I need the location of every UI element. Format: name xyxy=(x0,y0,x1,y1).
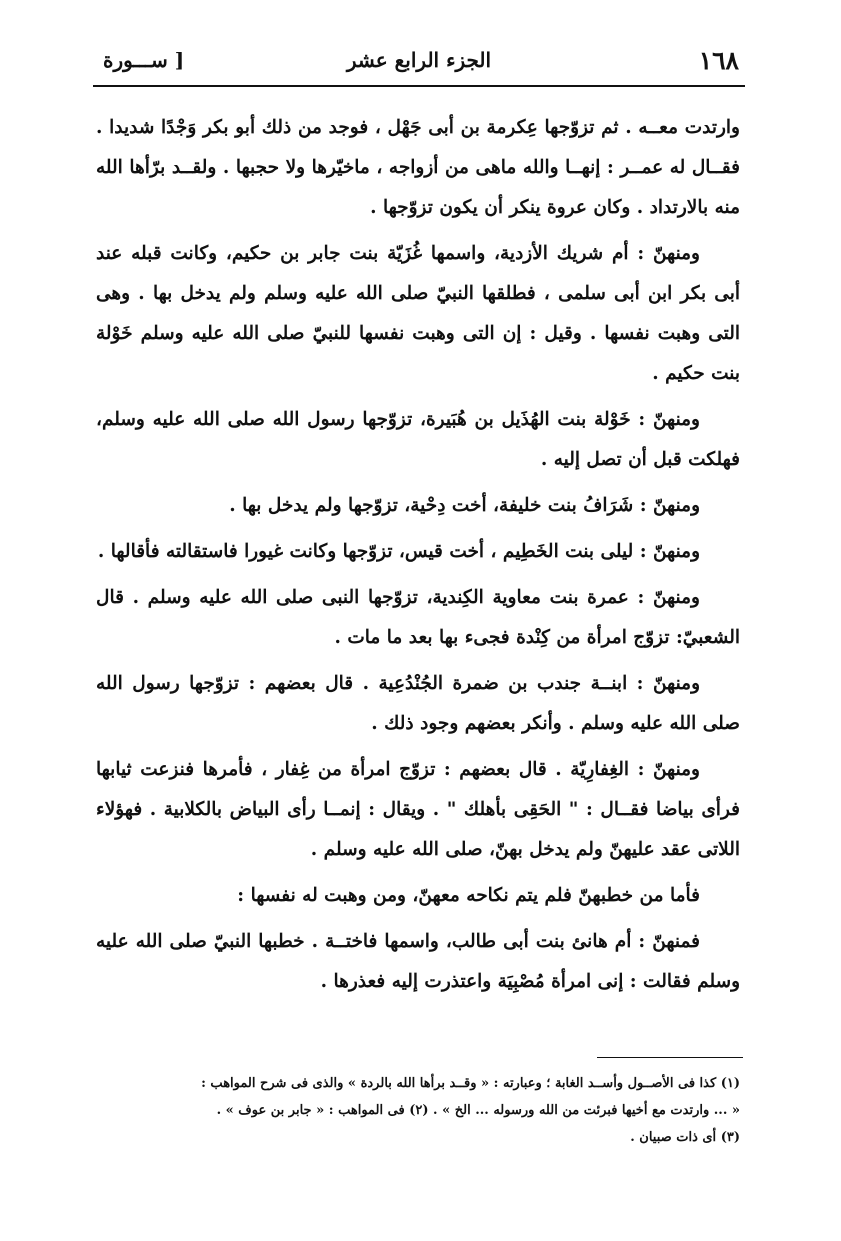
body-text xyxy=(96,108,740,1008)
paragraph: وارتدت معــه . ثم تزوّجها عِكرمة بن أبى جَهْل ، فوجد من ذلك أبو بكر وَجْدًا شديدا . فقــال له عمــر : إنهــا والله ماهى من أزواجه ، ماخيّرها ولا حجبها . ولقــد برّأها الله منه بالارتداد . وكان عروة ينكر أن يكون تزوّجها . xyxy=(96,117,740,218)
footnote-line: (٣) أى ذات صبيان . xyxy=(630,1130,740,1145)
page-header xyxy=(95,42,743,86)
footnote-rule xyxy=(597,1057,743,1058)
footnote-line: (١) كذا فى الأصــول وأســد الغابة ؛ وعبارته : « وقــد برأها الله بالردة » والذى فى شرح المواهب : xyxy=(201,1076,740,1091)
paragraph: فأما من خطبهنّ فلم يتم نكاحه معهنّ، ومن وهبت له نفسها : xyxy=(237,885,700,906)
paragraph: ومنهنّ : شَرَافُ بنت خليفة، أخت دِحْية، تزوّجها ولم يدخل بها . xyxy=(229,495,700,516)
paragraph: ومنهنّ : خَوْلة بنت الهُذَيل بن هُبَيرة، تزوّجها رسول الله صلى الله عليه وسلم، فهلكت قبل أن تصل إليه . xyxy=(96,409,740,470)
header-rule xyxy=(93,85,745,87)
page-number: ١٦٨ xyxy=(698,46,739,75)
paragraph: ومنهنّ : ابنــة جندب بن ضمرة الجُنْدُعِية . قال بعضهم : تزوّجها رسول الله صلى الله عليه وسلم . وأنكر بعضهم وجود ذلك . xyxy=(96,673,740,734)
footnotes xyxy=(100,1070,740,1151)
surah-label: [ ســـورة xyxy=(103,48,185,72)
paragraph: ومنهنّ : الغِفارِيّة . قال بعضهم : تزوّج امرأة من غِفار ، فأمرها فنزعت ثيابها فرأى بياضا فقــال : " الحَقِى بأهلك " . ويقال : إنمــا رأى البياض بالكلابية . فهؤلاء اللاتى عقد عليهنّ ولم يدخل بهنّ، صلى الله عليه وسلم . xyxy=(96,759,740,860)
paragraph: ومنهنّ : أم شريك الأزدية، واسمها غُزَيّة بنت جابر بن حكيم، وكانت قبله عند أبى بكر ابن أبى سلمى ، فطلقها النبيّ صلى الله عليه وسلم ولم يدخل بها . وهى التى وهبت نفسها . وقيل : إن التى وهبت نفسها للنبيّ صلى الله عليه وسلم خَوْلة بنت حكيم . xyxy=(96,243,740,384)
running-title: الجزء الرابع عشر xyxy=(346,48,492,72)
footnote-line: « ... وارتدت مع أخيها فبرئت من الله ورسوله ... الخ » . (٢) فى المواهب : « جابر بن عوف » . xyxy=(216,1103,740,1118)
paragraph: فمنهنّ : أم هانئ بنت أبى طالب، واسمها فاختــة . خطبها النبيّ صلى الله عليه وسلم فقالت : إنى امرأة مُصْبِيَة واعتذرت إليه فعذرها . xyxy=(96,931,740,992)
paragraph: ومنهنّ : عمرة بنت معاوية الكِندية، تزوّجها النبى صلى الله عليه وسلم . قال الشعبيّ: تزوّج امرأة من كِنْدة فجىء بها بعد ما مات . xyxy=(96,587,740,648)
paragraph: ومنهنّ : ليلى بنت الخَطِيم ، أخت قيس، تزوّجها وكانت غيورا فاستقالته فأقالها . xyxy=(97,541,700,562)
